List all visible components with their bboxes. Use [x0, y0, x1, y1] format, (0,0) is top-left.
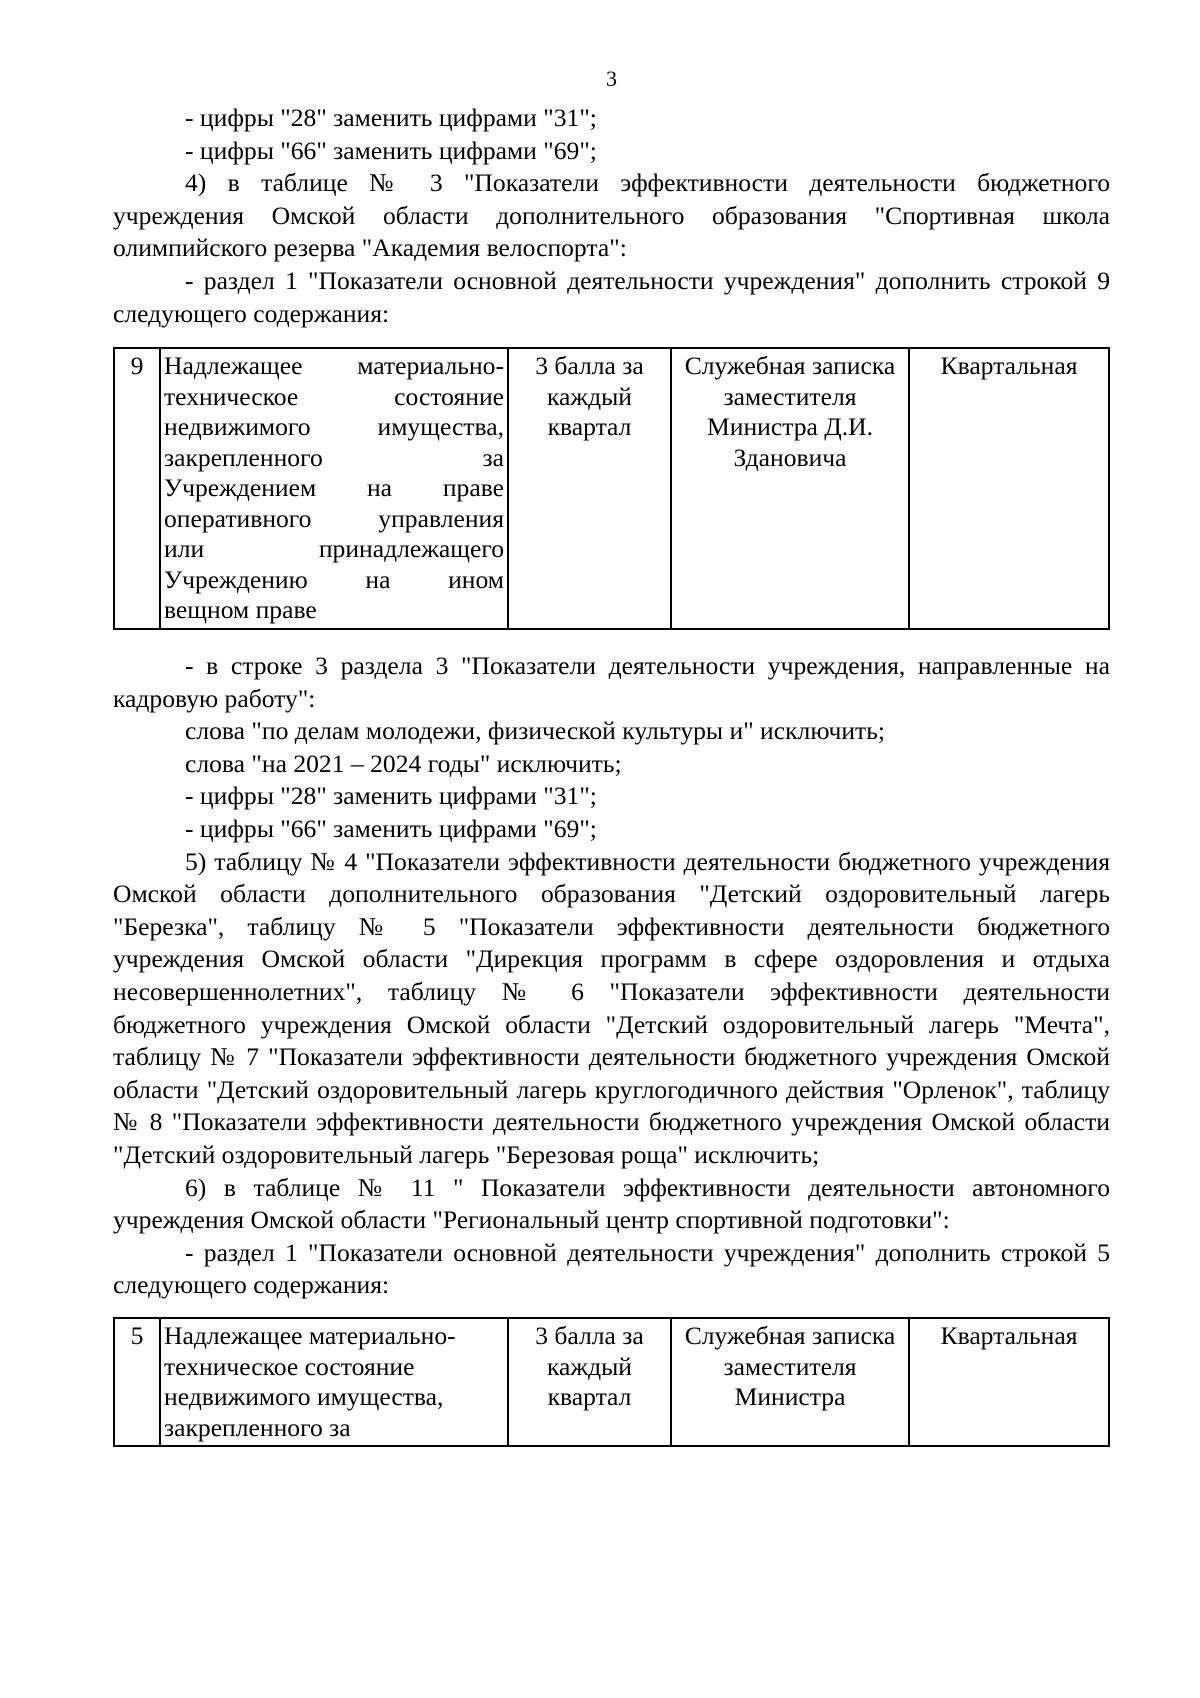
page-number: 3: [606, 66, 617, 91]
paragraph: - цифры "66" заменить цифрами "69";: [185, 813, 597, 843]
paragraph: 6) в таблице № 11 " Показатели эффективности деятельности автономного учреждения Омской области "Региональный центр спортивной подготовки":: [113, 1172, 1110, 1235]
description-line: закрепленного за: [164, 1412, 351, 1442]
paragraph: слова "на 2021 – 2024 годы" исключить;: [185, 748, 622, 778]
description-line: Надлежащее материально-: [164, 1321, 456, 1350]
paragraph: 5) таблицу № 4 "Показатели эффективности деятельности бюджетного учреждения Омской области дополнительного образования "Детский оздоровительный лагерь "Березка", таблицу № 5 "Показатели эффективности деятельности бюджетного учреждения Омской области "Дирекция программ в сфере оздоровления и отдыха несовершеннолетних", таблицу № 6 "Показатели эффективности деятельности бюджетного учреждения Омской области "Детский оздоровительный лагерь "Мечта", таблицу № 7 "Показатели эффективности деятельности бюджетного учреждения Омской области "Детский оздоровительный лагерь круглогодичного действия "Орленок", таблицу № 8 "Показатели эффективности деятельности бюджетного учреждения Омской области "Детский оздоровительный лагерь "Березовая роща" исключить;: [113, 846, 1110, 1169]
description-line: недвижимого имущества,: [164, 412, 504, 441]
score-cell: 3 балла за каждый квартал: [508, 1318, 671, 1446]
description-line: Учреждением на праве: [164, 473, 504, 502]
description-line: недвижимого имущества,: [164, 1382, 444, 1411]
description-line: или принадлежащего: [164, 534, 504, 563]
table-row: [114, 348, 1109, 629]
paragraph: - цифры "66" заменить цифрами "69";: [185, 135, 597, 165]
indicator-description: [160, 348, 508, 629]
indicator-description: [160, 1318, 508, 1446]
paragraph: 4) в таблице № 3 "Показатели эффективности деятельности бюджетного учреждения Омской области дополнительного образования "Спортивная школа олимпийского резерва "Академия велоспорта":: [113, 168, 1110, 263]
description-line: техническое состояние: [164, 1351, 415, 1381]
row-number: 5: [114, 1318, 160, 1446]
description-line: Надлежащее материально-: [164, 351, 504, 380]
description-line: техническое состояние: [164, 381, 504, 411]
text-block-2: [113, 650, 1110, 1302]
indicator-table-1: [113, 347, 1110, 630]
score-cell: 3 балла за каждый квартал: [508, 348, 671, 629]
paragraph: - в строке 3 раздела 3 "Показатели деятельности учреждения, направленные на кадровую работу":: [113, 651, 1110, 713]
paragraph: - цифры "28" заменить цифрами "31";: [185, 781, 597, 811]
paragraph: - раздел 1 "Показатели основной деятельности учреждения" дополнить строкой 5 следующего содержания:: [113, 1237, 1110, 1300]
row-number: 9: [114, 348, 160, 629]
indicator-table-2: [113, 1317, 1110, 1447]
period-cell: Квартальная: [909, 1318, 1109, 1446]
paragraph: - цифры "28" заменить цифрами "31";: [185, 103, 597, 132]
period-cell: Квартальная: [909, 348, 1109, 629]
description-line: вещном праве: [164, 595, 317, 624]
source-cell: Служебная записка заместителя Министра Д.И. Здановича: [671, 348, 909, 629]
table-row: [114, 1318, 1109, 1446]
paragraph: - раздел 1 "Показатели основной деятельности учреждения" дополнить строкой 9 следующего содержания:: [113, 265, 1110, 328]
document-page: [113, 0, 1110, 1698]
text-block-1: [113, 102, 1110, 330]
description-line: оперативного управления: [164, 503, 504, 533]
description-line: Учреждению на ином: [164, 564, 504, 594]
description-line: закрепленного за: [164, 442, 504, 472]
source-cell: Служебная записка заместителя Министра: [671, 1318, 909, 1446]
paragraph: слова "по делам молодежи, физической культуры и" исключить;: [185, 716, 886, 746]
